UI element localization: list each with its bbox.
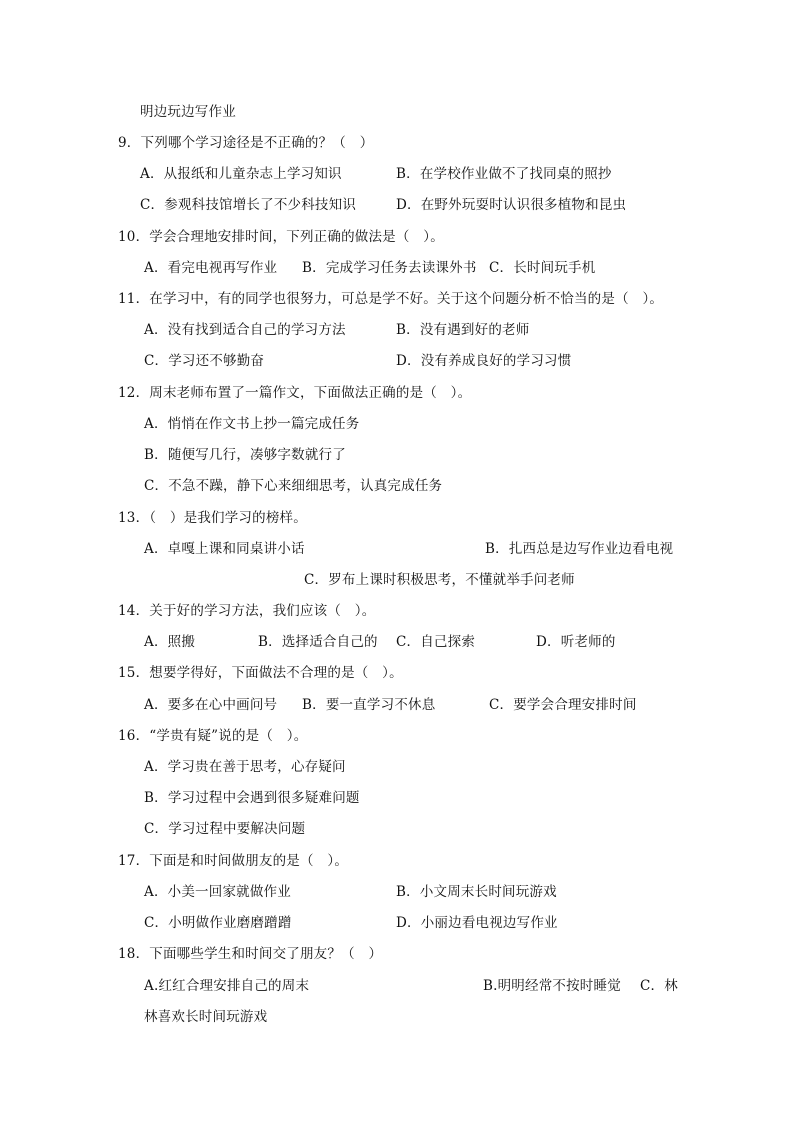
option-10a: A．看完电视再写作业: [144, 260, 278, 276]
question-13: 13．（ ）是我们学习的榜样。: [118, 510, 307, 526]
question-16: 16．“学贵有疑”说的是（ ）。: [118, 728, 308, 744]
option-11c: C．学习还不够勤奋: [144, 353, 265, 369]
option-13b: B．扎西总是边写作业边看电视: [485, 541, 674, 557]
option-9c: C．参观科技馆增长了不少科技知识: [140, 197, 357, 213]
option-18c-continued: 林喜欢长时间玩游戏: [144, 1009, 268, 1025]
question-10: 10．学会合理地安排时间，下列正确的做法是（ ）。: [118, 229, 444, 245]
option-17b: B．小文周末长时间玩游戏: [396, 884, 557, 900]
question-12: 12．周末老师布置了一篇作文，下面做法正确的是（ ）。: [118, 385, 472, 401]
option-14d: D．听老师的: [536, 634, 616, 650]
option-11d: D．没有养成良好的学习习惯: [396, 353, 572, 369]
option-18c: C．林: [640, 978, 678, 994]
option-18b: B.明明经常不按时睡觉: [483, 978, 621, 994]
option-16b: B．学习过程中会遇到很多疑难问题: [144, 790, 360, 806]
option-11b: B．没有遇到好的老师: [396, 322, 530, 338]
continuation-text: 明边玩边写作业: [140, 104, 236, 120]
option-17a: A．小美一回家就做作业: [144, 884, 291, 900]
option-12c: C．不急不躁，静下心来细细思考，认真完成任务: [144, 478, 443, 494]
option-9d: D．在野外玩耍时认识很多植物和昆虫: [396, 197, 627, 213]
option-17d: D．小丽边看电视边写作业: [396, 915, 558, 931]
option-12b: B．随便写几行，凑够字数就行了: [144, 447, 346, 463]
option-12a: A．悄悄在作文书上抄一篇完成任务: [144, 416, 360, 432]
question-17: 17．下面是和时间做朋友的是（ ）。: [118, 853, 349, 869]
option-16c: C．学习过程中要解决问题: [144, 821, 306, 837]
option-13a: A．卓嘎上课和同桌讲小话: [144, 541, 305, 557]
question-15: 15．想要学得好，下面做法不合理的是（ ）。: [118, 665, 403, 681]
option-14a: A．照搬: [144, 634, 196, 650]
option-16a: A．学习贵在善于思考，心存疑问: [144, 759, 346, 775]
option-14c: C．自己探索: [396, 634, 476, 650]
option-18a: A.红红合理安排自己的周末: [144, 978, 310, 994]
question-18: 18．下面哪些学生和时间交了朋友？（ ）: [118, 946, 383, 962]
option-10c: C．长时间玩手机: [489, 260, 596, 276]
option-17c: C．小明做作业磨磨蹭蹭: [144, 915, 292, 931]
option-9b: B．在学校作业做不了找同桌的照抄: [396, 166, 612, 182]
option-13c: C．罗布上课时积极思考，不懂就举手问老师: [304, 572, 575, 588]
option-15c: C．要学会合理安排时间: [489, 697, 637, 713]
question-14: 14．关于好的学习方法，我们应该（ ）。: [118, 603, 376, 619]
question-9: 9．下列哪个学习途径是不正确的？（ ）: [118, 135, 374, 151]
option-15b: B．要一直学习不休息: [302, 697, 436, 713]
option-10b: B．完成学习任务去读课外书: [302, 260, 477, 276]
option-15a: A．要多在心中画问号: [144, 697, 278, 713]
question-11: 11．在学习中，有的同学也很努力，可总是学不好。关于这个问题分析不恰当的是（ ）。: [118, 291, 664, 307]
option-11a: A．没有找到适合自己的学习方法: [144, 322, 346, 338]
option-9a: A．从报纸和儿童杂志上学习知识: [140, 166, 342, 182]
option-14b: B．选择适合自己的: [258, 634, 378, 650]
